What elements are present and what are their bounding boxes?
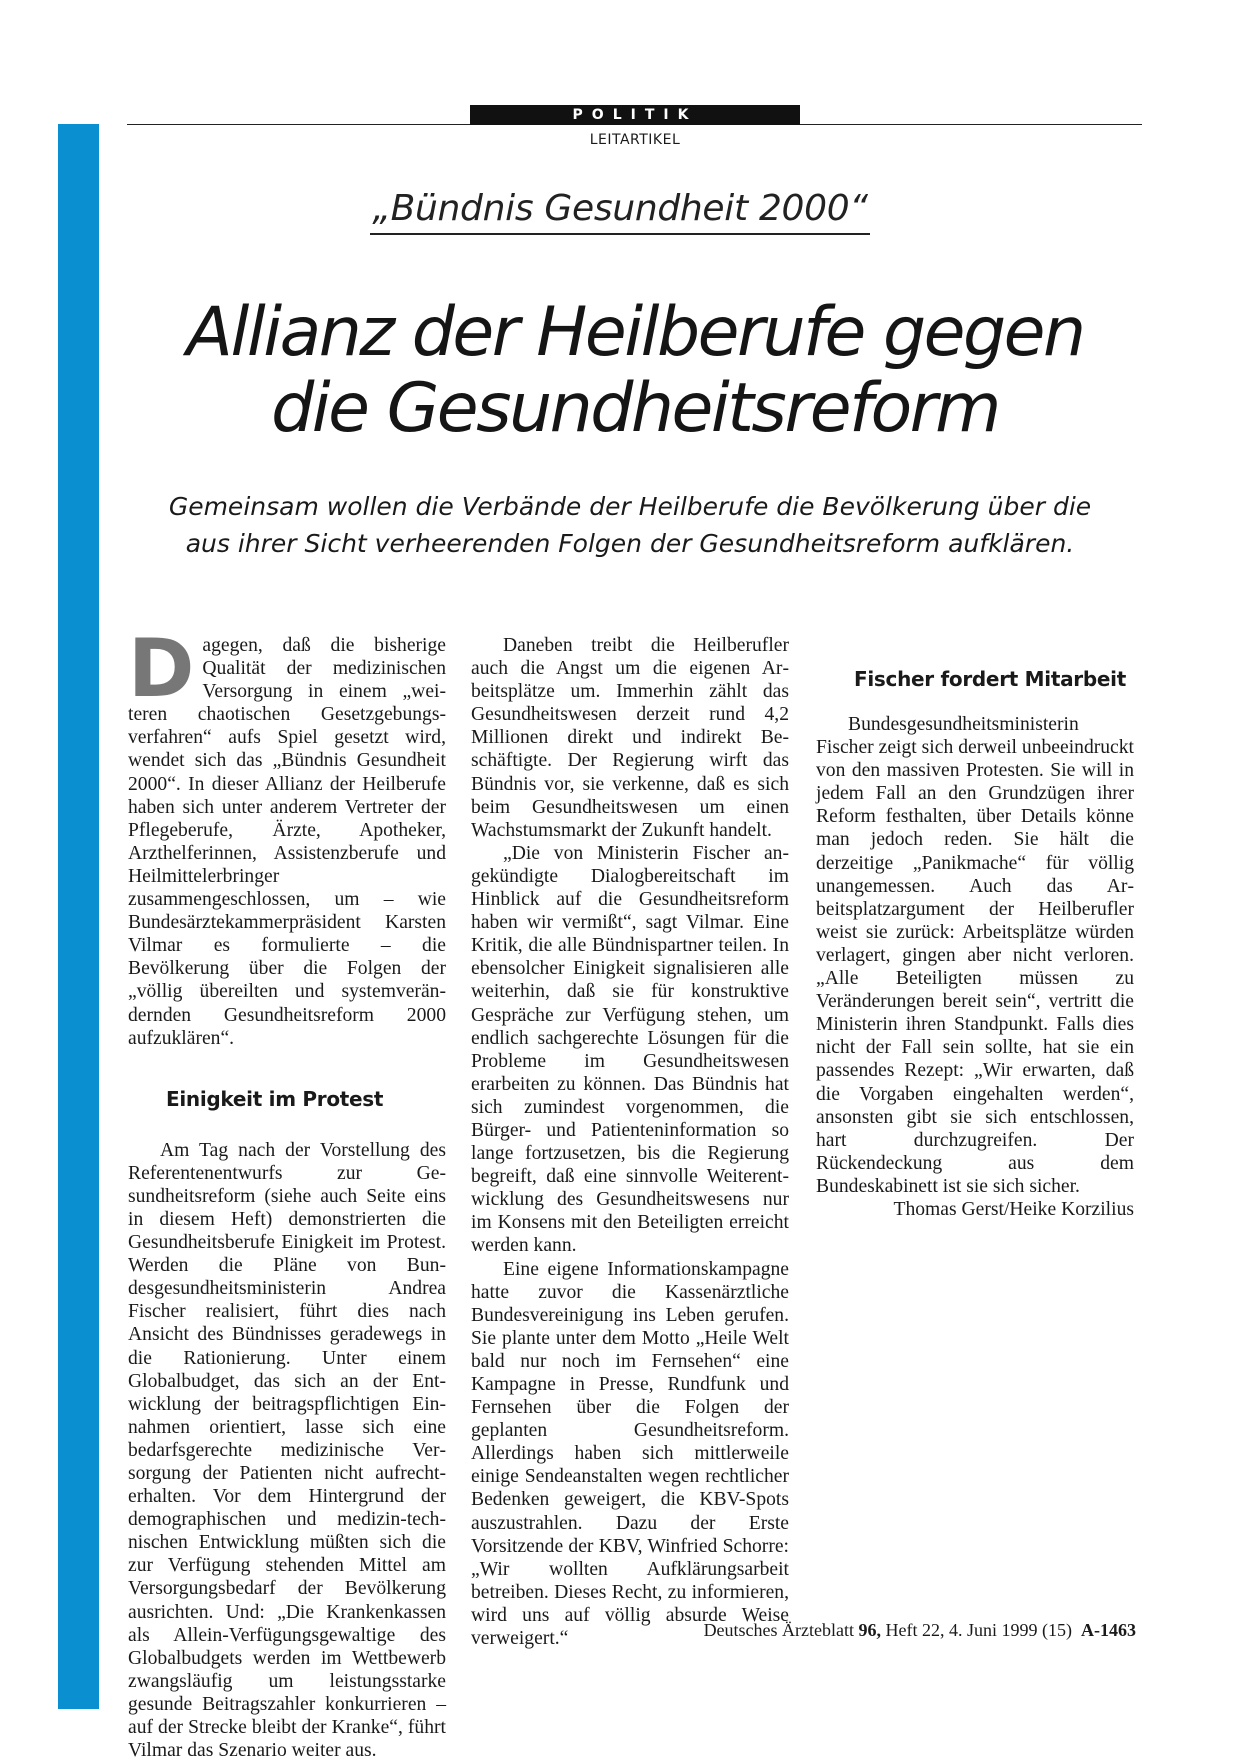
- paragraph-2: Am Tag nach der Vorstellung des Referentenentwurfs zur Gesundheitsreform (siehe auch Seite eins in diesem Heft) demonstrierten die Gesundheitsberufe Einigkeit im Protest. Werden die Pläne von Bundesgesundheitsministerin Andrea Fischer realisiert, führt dies nach Ansicht des Bündnisses geradewegs in die Rationierung. Unter einem Globalbudget, das sich an der Entwicklung der beitragspflichtigen Einnahmen orientiert, lasse sich eine bedarfsgerechte medizinische Versorgung der Patienten nicht aufrechterhalten. Vor dem Hintergrund der demographischen und medizin-technischen Entwicklung müßten sich die zur Verfügung stehenden Mittel am Versorgungsbedarf der Bevölkerung ausrichten. Und: „Die Krankenkassen als Allein-Verfügungsgewaltige des Globalbudgets werden im Wettbewerb zwangsläufig um leistungsstarke gesunde Beitragszahler konkurrieren – auf der Strecke bleibt der Kranke“, führt Vilmar das Szenario weiter aus.: [128, 1139, 446, 1762]
- footer-page-number: A-1463: [1081, 1620, 1136, 1640]
- subheading-einigkeit: Einigkeit im Protest: [166, 1086, 384, 1111]
- section-sublabel: LEITARTIKEL: [589, 132, 681, 148]
- article-column-3: [816, 634, 1134, 1221]
- sidebar-color-bar: [58, 124, 99, 1709]
- teaser: [150, 488, 1110, 562]
- paragraph-3: Daneben treibt die Heilberufler auch die Angst um die eigenen Arbeitsplätze um. Immerhin zählt das Gesundheitswesen derzeit rund 4,2 Millionen direkt und indirekt Beschäftigte. Der Regierung wirft das Bündnis vor, sie verkenne, daß es sich beim Gesundheitswesen um einen Wachstumsmarkt der Zukunft handelt.: [471, 635, 789, 841]
- kicker: „Bündnis Gesundheit 2000“: [370, 188, 869, 235]
- author-byline: Thomas Gerst/Heike Korzilius: [893, 1198, 1134, 1220]
- paragraph-1-text: agegen, daß die bisherige Qualität der medizinischen Versorgung in einem „weiteren chaotischen Gesetzgebungsverfahren“ aufs Spiel gesetzt wird, wendet sich das „Bündnis Gesundheit 2000“. In dieser Allianz der Heilberufe haben sich unter anderem Vertreter der Pflegeberufe, Ärzte, Apotheker, Arzthelferinnen, Assistenzberufe und Heilmittelerbringer zusammengeschlossen, um – wie Bundesärztekammerpräsident Karsten Vilmar es formulierte – die Bevölkerung über die Folgen der „völlig übereilten und systemverändernden Gesundheitsreform 2000 aufzuklären“.: [128, 635, 446, 1049]
- headline: [100, 295, 1170, 447]
- headline-line-1: Allianz der Heilberufe gegen: [186, 293, 1084, 372]
- footer-journal: Deutsches Ärzteblatt: [703, 1620, 855, 1640]
- paragraph-1: [128, 622, 446, 1050]
- section-label: POLITIK: [470, 105, 800, 125]
- footer-volume: 96,: [858, 1620, 882, 1640]
- teaser-line-1: Gemeinsam wollen die Verbände der Heilberufe die Bevölkerung über die: [168, 492, 1092, 521]
- page-footer: [560, 1620, 1136, 1641]
- article-column-2: [471, 634, 789, 1650]
- article-column-1: [128, 622, 446, 1762]
- footer-issue: Heft 22, 4. Juni 1999 (15): [885, 1620, 1072, 1640]
- subheading-fischer: Fischer fordert Mitarbeit: [854, 667, 1126, 691]
- drop-cap: D: [128, 622, 195, 715]
- paragraph-6: Bundesgesundheitsministerin Fischer zeigt sich derweil unbeeindruckt von den massiven Protesten. Sie will in jedem Fall an den Grundzügen ihrer Reform festhalten, über Details könne man jedoch reden. Sie hält die derzeitige „Panikmache“ für völlig unangemessen. Auch das Arbeitsplatzargument der Heilberufler weist sie zurück: Arbeitsplätze würden verlagert, gingen aber nicht verloren. „Alle Beteiligten müssen zu Veränderungen bereit sein“, vertritt die Ministerin ihren Standpunkt. Falls dies nicht der Fall sein sollte, hat sie ein passendes Rezept: „Wir erwarten, daß die Vorgaben eingehalten werden“, ansonsten gibt sie sich entschlossen, hart durchzugreifen. Der Rückendeckung aus dem Bundeskabinett ist sie sich sicher.: [816, 714, 1134, 1197]
- kicker-container: [0, 188, 1240, 235]
- paragraph-5: Eine eigene Informationskampagne hatte zuvor die Kassenärztliche Bundesvereinigung ins Leben gerufen. Sie plante unter dem Motto „Heile Welt bald nur noch im Fernsehen“ eine Kampagne in Presse, Rundfunk und Fernsehen über die Folgen der geplanten Gesundheitsreform. Allerdings haben sich mittlerweile einige Sendeanstalten wegen rechtlicher Bedenken geweigert, die KBV-Spots auszustrahlen. Dazu der Erste Vorsitzende der KBV, Winfried Schorre: „Wir wollten Aufklärungsarbeit betreiben. Dieses Recht, zu informieren, wird uns auf völlig absurde Weise verweigert.“: [471, 1258, 789, 1650]
- paragraph-4: „Die von Ministerin Fischer angekündigte Dialogbereitschaft im Hinblick auf die Gesundheitsreform haben wir vermißt“, sagt Vilmar. Eine Kritik, die alle Bündnispartner teilen. In ebensolcher Einigkeit signalisieren alle weiterhin, daß sie für konstruktive Gespräche zur Verfügung stehen, um endlich sachgerechte Lösungen für die Probleme im Gesundheitswesen erarbeiten zu können. Das Bündnis hat sich zumindest vorgenommen, die Bürger- und Patienteninformation so lange fortzusetzen, bis die Regierung begreift, daß eine sinnvolle Weiterentwicklung des Gesundheitswesens nur im Konsens mit den Beteiligten erreicht werden kann.: [471, 842, 789, 1257]
- teaser-line-2: aus ihrer Sicht verheerenden Folgen der Gesundheitsreform aufklären.: [185, 529, 1075, 558]
- headline-line-2: die Gesundheitsreform: [271, 369, 999, 448]
